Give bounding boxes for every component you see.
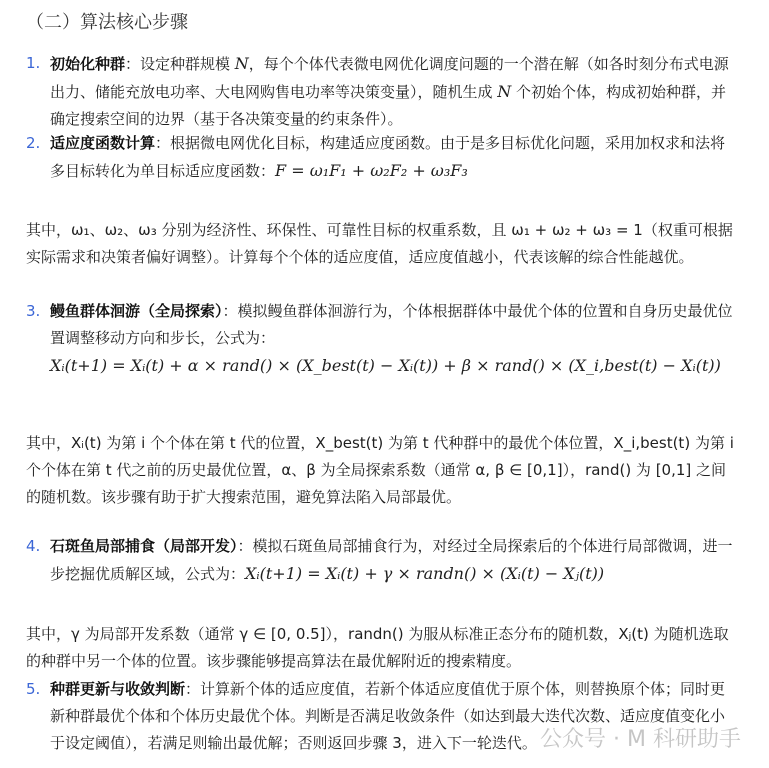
formula: Xᵢ(t+1) = Xᵢ(t) + γ × randn() × (Xᵢ(t) − Xⱼ(t)) [245, 564, 605, 583]
note-1: 其中，ω₁、ω₂、ω₃ 分别为经济性、环保性、可靠性目标的权重系数，且 ω₁ + ω₂ + ω₃ = 1（权重可根据实际需求和决策者偏好调整）。计算每个个体的适应度值，适应度值越小，代表该解的综合性能越优。 [26, 221, 733, 266]
section-heading: （二）算法核心步骤 [26, 12, 188, 33]
step-1 [26, 50, 736, 133]
step-2 [26, 130, 736, 185]
step-text: ，每个个体代表微电网优化调度问题的一个潜在解（如各时刻分布式电源出力、储能充放电功率、大电网购售电功率等决策变量），随机生成 [50, 55, 729, 101]
step-text: ：模拟鳗鱼群体洄游行为，个体根据群体中最优个体的位置和自身历史最优位置调整移动方向和步长，公式为： [50, 302, 733, 347]
step-title: 适应度函数计算 [50, 134, 156, 152]
step-text: ：设定种群规模 [125, 55, 235, 73]
step-text: ：根据微电网优化目标，构建适应度函数。由于是多目标优化问题，采用加权求和法将多目标转化为单目标适应度函数： [50, 134, 726, 180]
formula: Xᵢ(t+1) = Xᵢ(t) + α × rand() × (X_best(t) − Xᵢ(t)) + β × rand() × (X_i,best(t) − Xᵢ(t)) [50, 356, 721, 375]
math-inline: N [497, 82, 512, 101]
step-number: 1. [26, 54, 41, 72]
note-2: 其中，Xᵢ(t) 为第 i 个个体在第 t 代的位置，X_best(t) 为第 t 代种群中的最优个体位置，X_i,best(t) 为第 i 个个体在第 t 代之前的历史最优位置，α、β 为全局探索系数（通常 α, β ∈ [0,1]），rand() 为 [0,1] 之间的随机数。该步骤有助于扩大搜索范围，避免算法陷入局部最优。 [26, 434, 734, 506]
note-3: 其中，γ 为局部开发系数（通常 γ ∈ [0, 0.5]），randn() 为服从标准正态分布的随机数，Xⱼ(t) 为随机选取的种群中另一个体的位置。该步骤能够提高算法在最优解附近的搜索精度。 [26, 625, 729, 670]
step-number: 3. [26, 302, 41, 320]
step-number: 2. [26, 134, 41, 152]
step-title: 鳗鱼群体洄游（全局探索） [50, 302, 223, 320]
step-text: ：计算新个体的适应度值，若新个体适应度值优于原个体，则替换原个体；同时更新种群最优个体和个体历史最优个体。判断是否满足收敛条件（如达到最大迭代次数、适应度值变化小于设定阈值），若满足则输出最优解；否则返回步骤 3，进入下一轮迭代。 [50, 680, 726, 752]
step-text: ：模拟石斑鱼局部捕食行为，对经过全局探索后的个体进行局部微调，进一步挖掘优质解区域，公式为： [50, 537, 733, 583]
watermark: 公众号 · M 科研助手 [540, 727, 741, 752]
math-inline: N [234, 54, 249, 73]
step-4 [26, 533, 736, 588]
step-text: 个初始个体，构成初始种群，并确定搜索空间的边界（基于各决策变量的约束条件）。 [50, 83, 727, 128]
step-number: 4. [26, 537, 41, 555]
step-3 [26, 298, 736, 380]
formula: F = ω₁F₁ + ω₂F₂ + ω₃F₃ [275, 161, 468, 180]
step-title: 种群更新与收敛判断 [50, 680, 186, 698]
step-title: 初始化种群 [50, 55, 126, 73]
step-title: 石斑鱼局部捕食（局部开发） [50, 537, 238, 555]
step-number: 5. [26, 680, 41, 698]
